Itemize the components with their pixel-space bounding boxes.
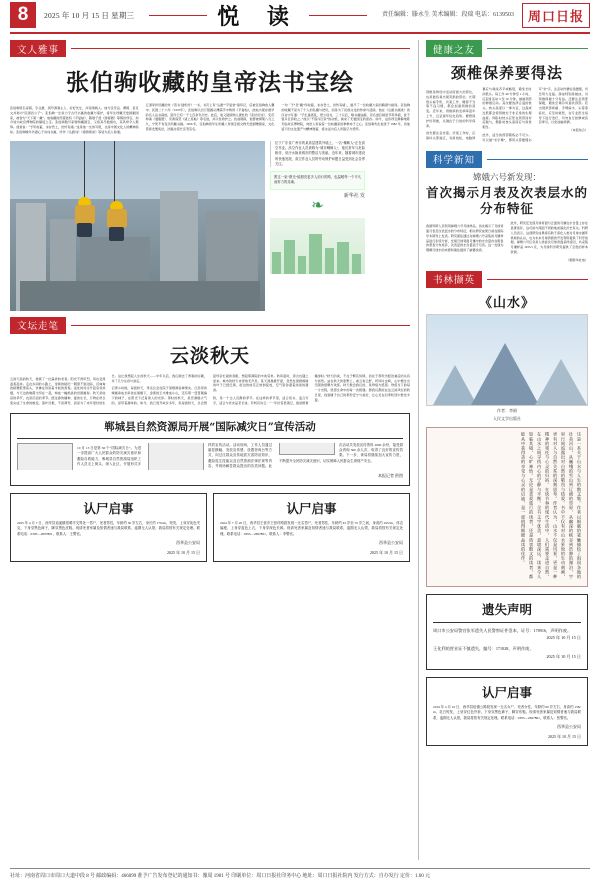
left-column (10, 40, 410, 860)
article-kicker-science: 嫦娥六号新发现： (472, 171, 541, 182)
paragraph: 首先要注意坐姿。伏案工作时，应保持头部端正，双肩放松，电脑屏幕应与视线齐平或略低，避免长时间低头。每工作 40 分钟至 1 小时，应起身活动 5 至 10 分钟，做做颈部的伸展运动。其次要选择合适的枕头。枕头高度以一拳为宜，过高或过低都会使颈椎处于非正常的生理曲度。仰卧时枕头应垫在颈部而非后脑勺，侧卧时枕头高度应与肩宽相当。 (426, 87, 532, 141)
notice-signer: 西华县公安局 (176, 540, 200, 546)
page-number: 8 (10, 2, 36, 28)
source-note: （本报综合） (569, 128, 588, 133)
body-identification-notice (213, 493, 410, 562)
section-tag: 科学新知 (426, 151, 482, 168)
article-body-health (426, 87, 588, 143)
leaf-icon: ❧ (311, 197, 324, 214)
paragraph: 张伯驹原名家骐，字丛碧，别号游春主人、好好先生，河南项城人。他与张学良、溥侗、袁克文并称为“民国四公子”。张伯驹一生致力于古代书画的收藏与保护，将毕生珍藏无偿捐献国家，被誉为“天下第一藏”。他收藏的西晋陆机《平复帖》、隋展子虔《游春图》等稀世珍宝，如今皆为故宫博物院的镇馆之宝。张伯驹散尽家财购藏国宝，又将其尽数捐出，其风骨令人敬仰。他常说：“予所收蓄，永存吾土，世传有绪。”这是他一生的写照，也是中国文化人的精神高标。张伯驹晚年仍潜心于诗词书画，所作《丛碧词》《春游琐谈》等皆为后人称道。 (10, 106, 139, 134)
announcement-body (17, 443, 403, 471)
section-divider (71, 48, 410, 49)
photo-byline: 新华社 发 (343, 193, 365, 199)
section-divider (487, 159, 588, 160)
lost-notice-title: 遗失声明 (481, 602, 532, 618)
body-identification-notice (10, 493, 207, 562)
paragraph: 此外，适当的颈部锻炼必不可少。可以做“米字操”，即用头部缓慢书写“米”字，注意动作要轻柔缓慢，切忌用力过猛。游泳特别是蛙泳，对颈椎保健十分有益。还要注意颈部保暖，避免空调冷风直吹颈部。若出现颈部疼痛、手臂麻木、头晕等症状，应及时就医，在专业医生指导下进行治疗，切勿自行按摩或盲目牵引，以免加重病情。 (482, 87, 588, 142)
footer-text: 社址：河南省周口市周口大道中段 8 号 邮政编码：466099 准予广告发布登记的通知书：豫周 1901 号 印刷单位：周口日报社印务中心 地址：周口日报社院内 发行方式：自办发行 定价：1.60 元 (10, 874, 431, 879)
notice-date: 2025 年 10 月 15 日 (167, 549, 200, 555)
notice-title: 认尸启事 (286, 500, 337, 516)
book-review-text: 这是一本关于山水与人生的散文集。作者以细腻的笔触描绘了祖国各地的壮美河山，从巍峨的雪山到辽阔的草原，从幽深的峡谷到浩渺的湖泊，字里行间流露出对自然的敬畏与热爱。书中不仅有对山水景致的生动刻画，更有对人与自然关系的深刻思考。作者认为，山水不仅是风景，更是一种精神的寄托与心灵的归宿。在快节奏的现代生活中，人们需要走进自然，在山水之间寻找内心的宁静与平衡。全书文字优美，意境深远，读来令人如临其境，心旷神怡。无论是喜爱旅行的读者，还是热衷散文的读者，都能从中获得美的享受与心灵的启迪，是一部值得细细品读的佳作。 (521, 432, 582, 580)
lost-notice-item (433, 645, 581, 659)
notice-date: 2025 年 10 月 15 日 (548, 733, 581, 739)
divider (433, 622, 581, 623)
notice-body: 2024 年 7 月 20 日，西华县王营乡王营村路段发现一无名男尸，死者男性，年龄约 45 岁至 55 岁之间，身高约 165cm，体态偏瘦，上身穿蓝色上衣，下身穿深色长裤。现请死者家属及知情者速与我局联系，逾期无人认领，我局将按有关规定处理。联系电话：0395—2697861，联系人：李警官。 (220, 520, 403, 536)
article-headline-science: 首次揭示月表及次表层水的分布特征 (426, 184, 589, 216)
announcement-signature: 本报记者 供图 (378, 473, 403, 479)
lost-notice-date: 2025 年 10 月 15 日 (546, 635, 581, 641)
photo-inner-caption: 愿这一束“微光”能照亮更多人前行的路，也温暖每一个平凡而努力的灵魂。 (270, 171, 365, 190)
issue-date: 2025 年 10 月 15 日 星期三 (44, 10, 135, 20)
paragraph: 秋，是一个让人沉静的季节。在这样的季节里，适合读书，适合写字，适合与老友品茗长谈。苏轼有诗云：“一年好景君须记，最是橙黄橘绿时。”秋天的美，不在于繁花似锦，而在于那份历经沧桑后的从容与淡然。站在秋天的原野上，看云卷云舒，听风吟虫鸣，心中便生出无限的感慨与欢喜。秋天教会我们的，是珍惜与感恩。珍惜当下的每一寸光阴，感恩生命中的每一次相遇。愿我们都能在这云淡风轻的秋日里，找到属于自己的那份安宁与美好，让心灵在四季轮回中愈发丰盈。 (213, 373, 410, 405)
book-title: 《山水》 (478, 295, 535, 311)
section-tag: 健康之友 (426, 40, 482, 57)
article-headline-health: 颈椎保养要得法 (450, 64, 563, 82)
section-header-wenrenyashi (10, 40, 410, 57)
notice-body: 2019 年 4 月 10 日，西华县址镇公路段发现一无名女尸，死者女性，年龄约 60 岁左右，身高约 158cm，花白短发，上身穿红色外套，下身穿黑色裤子，脚穿布鞋。现请死者家属及知情者速与我局联系，逾期无人认领，我局将按有关规定处理。联系电话：0395—2697861，联系人：张警官。 (433, 704, 581, 720)
paragraph: 颈椎是脊柱中活动度最大的部位，也是最容易出现劳损的部位。长期低头看手机、伏案工作、睡姿不当等不良习惯，都会加速颈椎的退变。近年来，颈椎病的发病率逐年上升，且呈现年轻化趋势。要想保护好颈椎，关键在于日常的科学保养。 (426, 90, 476, 128)
article-body-1 (10, 103, 410, 136)
paragraph: 10 月 13 日是第 36 个“国际减灾日”。为进一步提高广大人民群众的防灾减灾意识和避险自救能力，郸城县自然资源局组织工作人员走上街头、深入社区，开展形式多样的宣传活动。活动现场，工作人员通过悬挂横幅、发放宣传册、设置咨询台等方式，向过往群众宣传地质灾害防治知识、避险逃生技能以及自然资源法律法规等内容，并现场解答群众提出的各类问题。此次活动共发放宣传资料 2000 余份，接受群众咨询 300 余人次，取得了良好的宣传效果。下一步，该局将继续加大宣传力度，不断提升全民防灾减灾意识，切实保障人民群众生命财产安全。 (77, 442, 403, 469)
right-column (418, 40, 588, 860)
masthead (10, 0, 590, 34)
mountain-shape (535, 359, 587, 405)
book-review-panel (426, 427, 588, 587)
article-headline-2: 云淡秋天 (169, 344, 250, 367)
street (20, 281, 260, 311)
book-author: 作者：李娟 (497, 407, 517, 413)
notice-title: 认尸启事 (83, 500, 134, 516)
book-cover-image (426, 314, 588, 406)
book-publisher: 人民文学出版社 (493, 416, 521, 422)
section-divider (71, 325, 410, 326)
section-divider (487, 279, 588, 280)
notice-row (10, 486, 410, 562)
paragraph: 此外，研究还发现月球背面与正面的月壤在水含量上存在显著差异，这可能与两面不同的地质演化历史有关。科研人员表示，这项研究成果将有助于深化人类对月球水循环机制的认识，也为未来月球资源的开发利用提供了科学依据。嫦娥六号任务是人类首次月球背面采样返回，共采集月壤样品 1935.3 克，为月球科学研究提供了宝贵的样本资源。 (510, 221, 588, 254)
masthead-credits: 责任编辑：滕永生 美术编辑：段瑞 电话：6139503 (381, 11, 514, 18)
paper-logo: 周口日报 (522, 3, 590, 28)
notice-body: 2025 年 4 月 7 日，西华县逍遥镇招聘平交界处一男尸，死者男性，年龄约 50 岁左右，身长约 170cm，短发，上身穿灰色夹克，下身穿黑色裤子，脚穿黑色皮鞋。现请死者家属及知情者速与我局联系，逾期无人认领，我局将按有关规定处理。联系电话：0395—2697861，联系人：王警官。 (17, 520, 200, 536)
worker-figure (104, 201, 130, 241)
lost-notice-date: 2025 年 10 月 15 日 (546, 653, 581, 659)
rule-left (149, 15, 207, 16)
paragraph: 云淡天高的秋天，像极了一位慈祥的老者。阳光不再炽烈，风也变得温柔起来。走在乡间的小路上，金黄的稻田一眼望不到边际，沉甸甸的稻穗低垂着头，仿佛在诉说着丰收的喜悦。远处的村庄升起袅袅炊烟，与天边的晚霞交织在一起，构成一幅绝美的田园画卷。秋天是收获的季节，也是沉淀的季节。经过春的播种、夏的生长，万物在秋日里完成了生命的蜕变。落叶归根，不是凋零，而是为了来年更好的生长。这让我想起人生的秋天——中年以后，我们褪去了青春的浮躁，多了几分从容与淡定。 (10, 373, 207, 405)
page-body (10, 40, 590, 860)
mountain-shape (471, 343, 539, 405)
divider (17, 438, 403, 439)
rule-right (309, 15, 367, 16)
lost-notice-box (426, 594, 588, 670)
decorative-cityscape (270, 218, 365, 274)
section-divider (487, 48, 588, 49)
source-note: （据新华社电） (566, 257, 588, 262)
worker-figure (72, 197, 98, 237)
lost-notice-text: 王化利的营业证不慎遗失，编号：171028，声明作废。 (433, 646, 534, 652)
paragraph: 记得小时候，每到秋天，母亲总会在院子里晒满各种果实。红彤彤的辣椒串成长串挂在屋檐下，金黄的玉米堆成小山，还有那一筐筐刚摘下的柿子，在阳光下泛着诱人的光泽。那时的秋天，是充满烟火气的，是带着甜味的。如今，我已离开故乡多年，但每到秋天，总会想起母亲忙碌的身影，想起那满院的丰收景象。秋风起时，思念也随之而来。城市的秋天来得悄无声息。某天清晨推开窗，忽然发现梧桐树的叶子已经泛黄，街边的桂花正悄悄绽放，空气里弥漫着淡淡的甜香。 (111, 373, 309, 405)
notice-date: 2025 年 10 月 15 日 (370, 549, 403, 555)
section-header-wentanzoubi (10, 317, 410, 334)
rope (84, 141, 85, 201)
rope (114, 141, 115, 205)
article-headline-1: 张伯驹收藏的皇帝法书宝绘 (66, 69, 354, 96)
photo-caption: 位于广东省广州市的某高层建筑外墙上，一名“蜘蛛人”正在高空作业。高空作业人员被称为“城市蜘蛛人”，他们常年与危险相伴，用汗水换来城市的整洁与美丽。近年来，随着城市建设的快速发展，高空作业人员的劳动保护问题日益受到社会各界关注。 (270, 141, 365, 167)
news-photo (10, 141, 265, 311)
photo-block (10, 141, 410, 311)
section-title: 悦 读 (217, 3, 299, 30)
article-body-science (426, 221, 588, 262)
section-tag: 文坛走笔 (10, 317, 66, 334)
page-footer (10, 868, 590, 879)
masthead-center (134, 0, 382, 31)
paragraph: 一句「予”及“藏”所收蓄，永存吾土，世传有绪」，道尽了一位收藏大家的胸襟与格局。张伯驹的收藏不是为了个人的私藏与把玩，而是为了民族文化的传承与延续。他在《丛碧书画录》的序言中写道：“予生逢离乱，恨少读书，三十以后，嗜书画成癖，见名迹巨制虽节用举债，犹不惜斥巨资收之。”他以“不惜斥巨资”的决绝，换来了无数国宝的留存。如今，这些珍宝静静地陈列在故宫博物院，向世人诉说着一位收藏家的拳拳赤子之心。张伯驹先生逝世于 1982 年，但他留下的文化遗产与精神财富，将永远为后人所铭记与感怀。 (281, 103, 410, 131)
section-tag: 文人雅事 (10, 40, 66, 57)
paragraph: 我国科研人员利用嫦娥六号月球样品，首次揭示了月球背面月表及次表层水的分布特征，相关研究成果日前在国际学术期刊上发表。研究团队通过对嫦娥六号采集的月壤样品进行系统分析，发现月球背面月壤中的水含量存在明显的垂直分布差异，次表层的水含量高于月表。这一发现为理解月球水的来源和演化提供了重要线索。 (426, 224, 504, 253)
announcement-title: 郸城县自然资源局开展“国际减灾日”宣传活动 (104, 420, 316, 433)
notice-signer: 西华县公安局 (379, 540, 403, 546)
lost-notice-text: 周口市公安局警官张军遗失人民警察证件壹本，证号：170916，声明作废。 (433, 628, 572, 634)
notice-signer: 西华县公安局 (557, 724, 581, 730)
notice-title: 认尸启事 (481, 684, 532, 700)
paragraph: 五清李祥旧藏的朱《晋书·陆机传》一书，书页上有“丛碧”“平复堂”诸印记，后被张伯驹收入囊中。民国二十六年（1937年），张伯驹以四万银圆从溥儒手中购得《平复帖》，此帖为现存最早的名人法书真迹，距今已有一千七百余年历史。此后，他又陆续购入唐杜牧《张好好诗》、宋范仲淹《道服赞》、宋黄庭坚《诸上座帖》等名迹，并以性命护之。抗战期间，他曾被绑架八月之久，宁死不肯变卖所藏书画。1956 年，张伯驹将毕生所藏八件国宝级文物无偿捐赠国家，文化部颁发褒奖状，沈雁冰部长亲笔签名。 (145, 103, 275, 131)
body-identification-notice (426, 677, 588, 746)
article-body-2 (10, 374, 410, 406)
section-header-book (426, 271, 588, 288)
announcement-disaster-day (10, 413, 410, 486)
lost-notice-item (433, 627, 581, 641)
section-header-science (426, 151, 588, 168)
section-header-health (426, 40, 588, 57)
section-tag: 书林撷英 (426, 271, 482, 288)
photo-side (270, 141, 365, 311)
